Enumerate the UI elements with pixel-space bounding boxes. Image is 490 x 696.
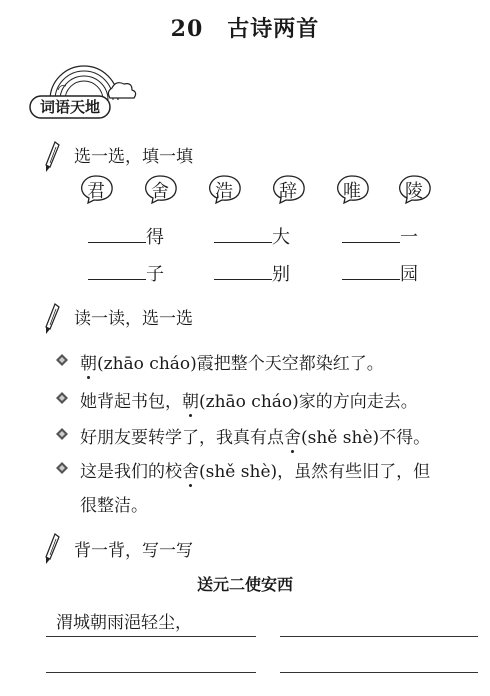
banner-label: 词语天地 [39,98,100,116]
sentence-text: 这是我们的校 [80,462,182,482]
sentence [80,387,418,412]
char-bubble [208,174,246,204]
sentence [80,349,384,374]
char-bubble [272,174,310,204]
lesson-number: 20 [170,16,204,42]
fill-item [342,223,418,249]
fill-char: 一 [400,227,418,248]
pen-icon [42,302,62,336]
char-bubble [336,174,374,204]
fill-item [88,260,164,286]
answer-blank[interactable] [88,224,146,243]
section-banner [28,58,138,124]
diamond-bullet-icon [56,428,68,440]
answer-blank[interactable] [214,261,272,280]
lesson-name: 古诗两首 [227,16,320,42]
char-bubble [80,174,118,204]
poem-first-line: 渭城朝雨浥轻尘， [56,613,192,633]
section1-heading: 选一选，填一填 [74,147,193,167]
section3-heading: 背一背，写一写 [74,541,193,561]
writing-line[interactable] [280,636,478,637]
sentence-text: (shě shè)，虽然有些旧了，但 [199,462,431,482]
fill-item [214,223,290,249]
poem-title: 送元二使安西 [196,575,293,594]
fill-char: 园 [400,264,418,285]
answer-blank[interactable] [214,224,272,243]
dotted-char: 朝 [182,387,199,412]
sentence [80,423,430,448]
pen-icon [42,532,62,566]
sentence-text: (shě shè)不得。 [301,428,431,448]
writing-line[interactable] [280,672,478,673]
dotted-char: 舍 [284,423,301,448]
sentence-continuation: 很整洁。 [80,496,148,516]
dotted-char: 朝 [80,349,97,374]
sentence-text: (zhāo cháo)霞把整个天空都染红了。 [97,354,384,374]
fill-char: 子 [146,264,164,285]
answer-blank[interactable] [342,224,400,243]
fill-item [214,260,290,286]
sentence-text: 好朋友要转学了，我真有点 [80,428,284,448]
fill-char: 得 [146,227,164,248]
char-text: 君 [87,181,105,202]
writing-line[interactable] [46,636,256,637]
fill-item [342,260,418,286]
answer-blank[interactable] [342,261,400,280]
char-bubble [144,174,182,204]
dotted-char: 舍 [182,457,199,482]
pen-icon [42,140,62,174]
sentence [80,457,430,482]
char-text: 辞 [279,181,297,202]
char-bubble [398,174,436,204]
diamond-bullet-icon [56,354,68,366]
fill-char: 大 [272,227,290,248]
diamond-bullet-icon [56,392,68,404]
char-text: 唯 [343,181,361,202]
fill-item [88,223,164,249]
lesson-title [0,12,490,43]
char-text: 陵 [405,181,423,202]
char-text: 浩 [215,181,233,202]
section2-heading: 读一读，选一选 [74,309,193,329]
answer-blank[interactable] [88,261,146,280]
diamond-bullet-icon [56,462,68,474]
fill-char: 别 [272,264,290,285]
writing-line[interactable] [46,672,256,673]
char-text: 舍 [151,181,169,202]
sentence-text: (zhāo cháo)家的方向走去。 [199,392,418,412]
sentence-text: 她背起书包， [80,392,182,412]
